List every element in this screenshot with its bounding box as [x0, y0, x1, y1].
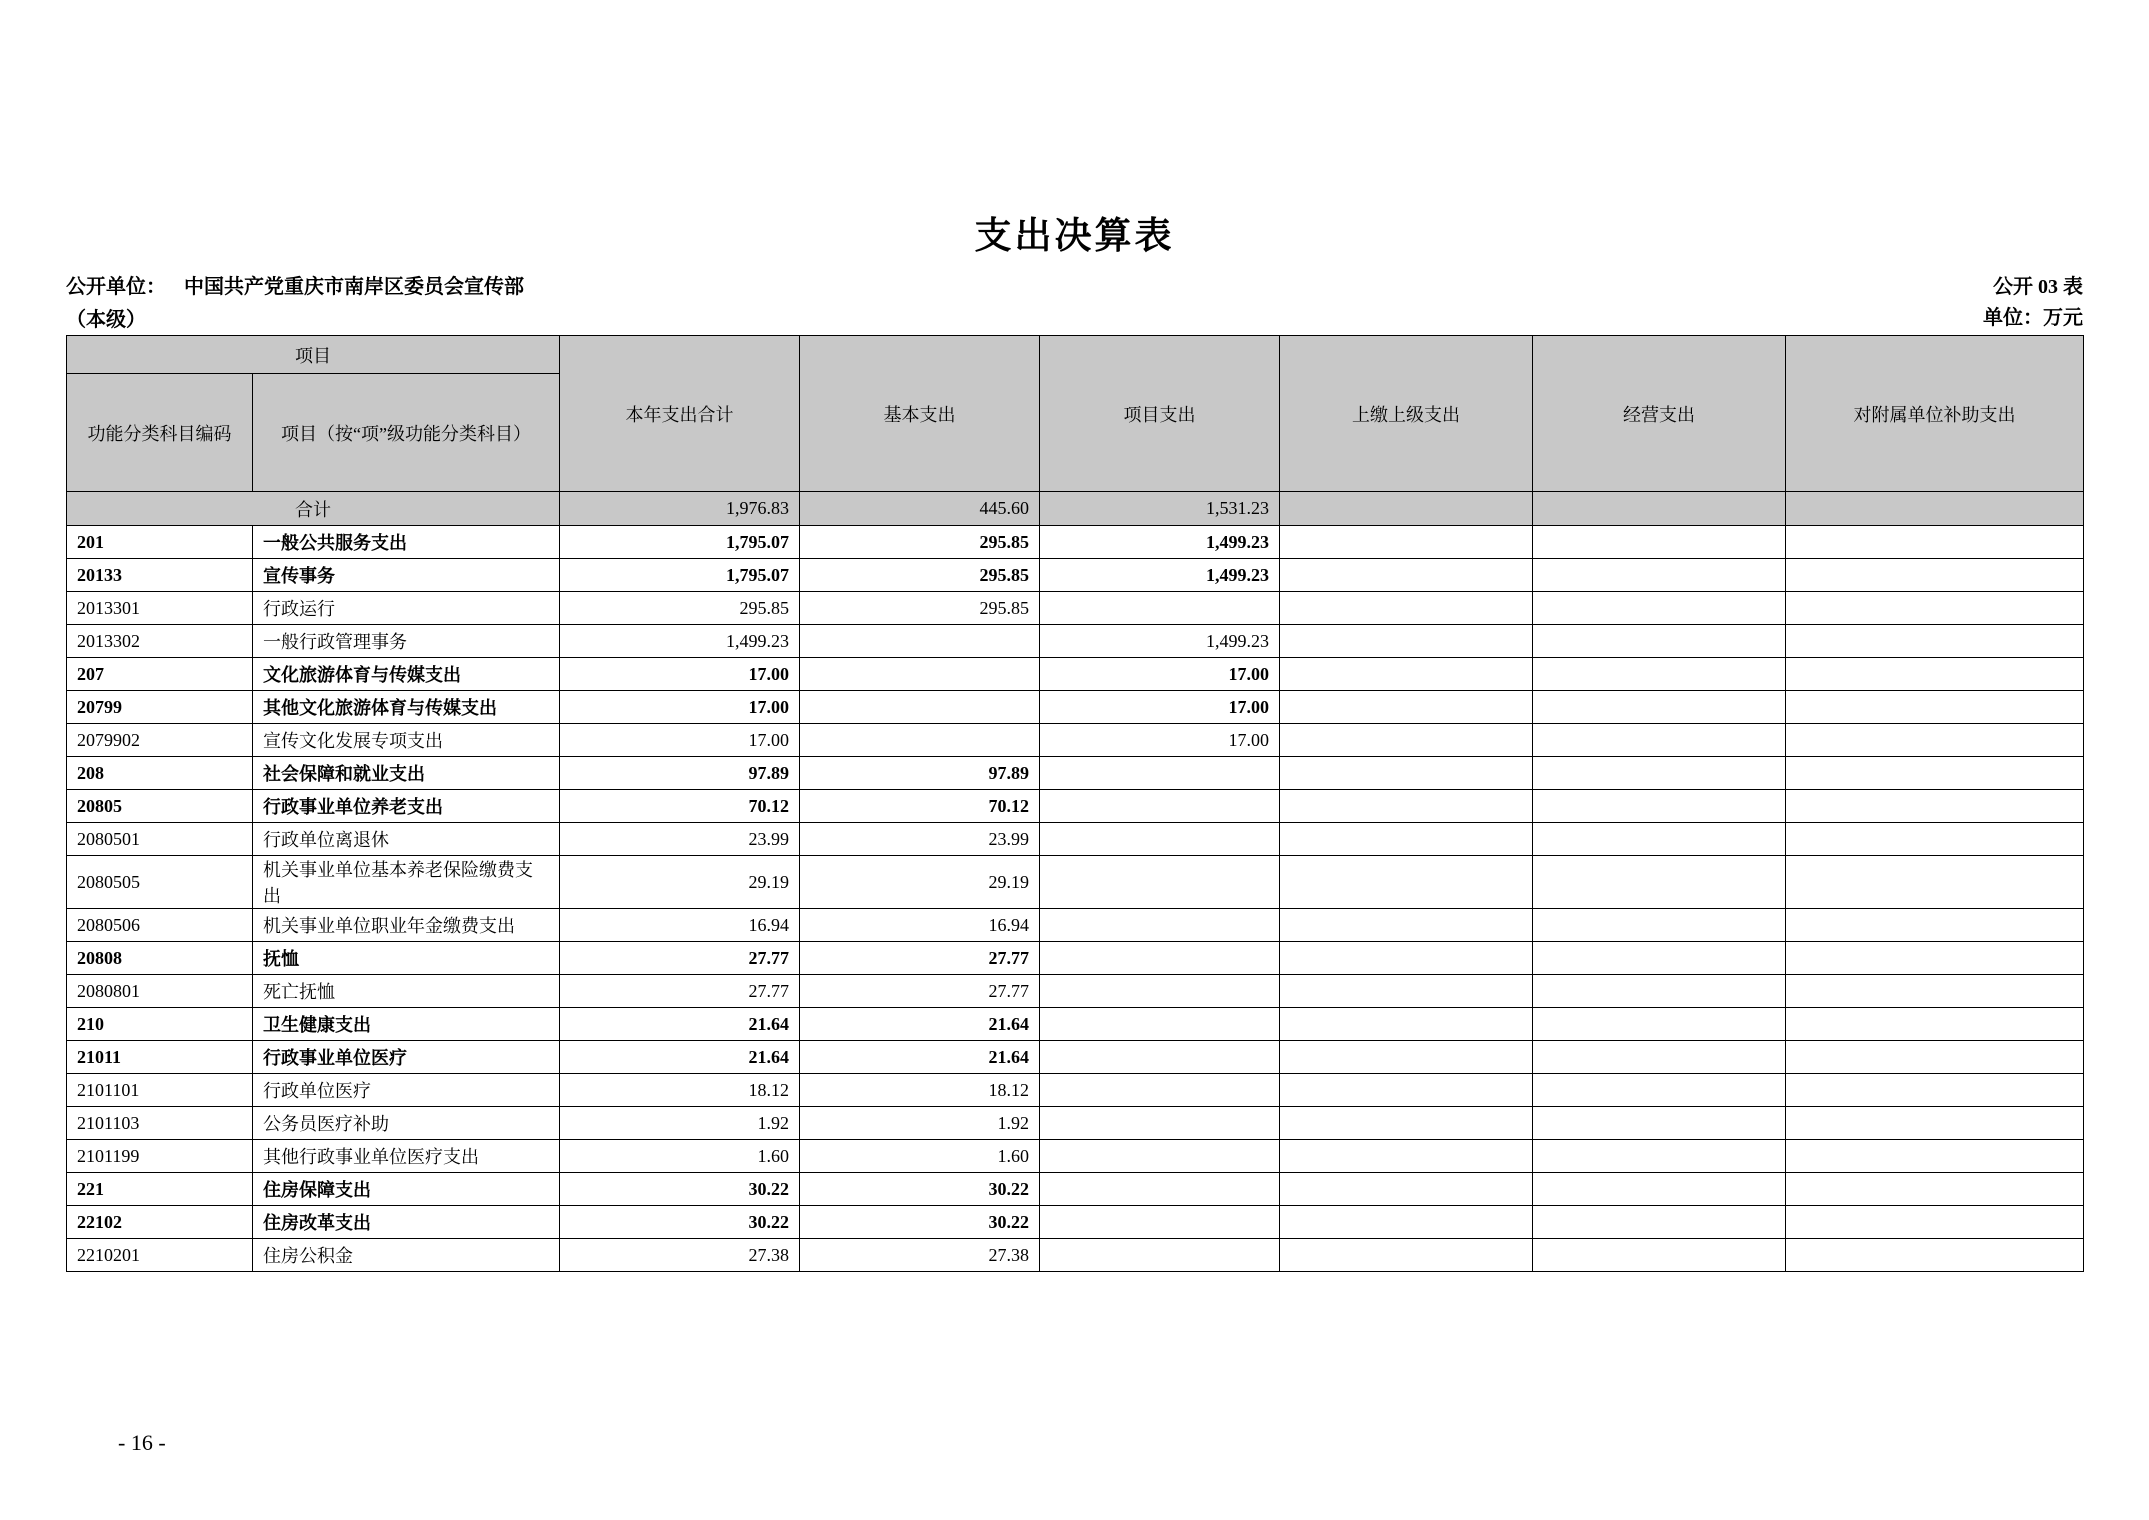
cell-value-4	[1533, 757, 1786, 790]
cell-value-5	[1786, 909, 2084, 942]
cell-value-1	[800, 658, 1040, 691]
publishing-unit-label: 公开单位：	[66, 276, 166, 298]
cell-value-4	[1533, 1140, 1786, 1173]
table-row	[67, 823, 2084, 856]
cell-value-5	[1786, 1239, 2084, 1272]
cell-value-3	[1280, 658, 1533, 691]
table-row	[67, 592, 2084, 625]
cell-value-2	[1040, 975, 1280, 1008]
table-row	[67, 1173, 2084, 1206]
cell-value-4	[1533, 1074, 1786, 1107]
cell-value-2: 17.00	[1040, 691, 1280, 724]
publishing-unit-value: 中国共产党重庆市南岸区委员会宣传部	[184, 276, 524, 298]
cell-value-3	[1280, 1239, 1533, 1272]
cell-value-0: 29.19	[560, 856, 800, 909]
cell-value-0: 70.12	[560, 790, 800, 823]
cell-name: 宣传文化发展专项支出	[253, 724, 560, 757]
cell-value-5	[1786, 942, 2084, 975]
cell-value-3	[1280, 1173, 1533, 1206]
cell-name: 宣传事务	[253, 559, 560, 592]
table-body	[67, 492, 2084, 1272]
cell-value-4	[1533, 625, 1786, 658]
cell-value-3	[1280, 823, 1533, 856]
cell-name: 行政单位医疗	[253, 1074, 560, 1107]
cell-value-4	[1533, 1008, 1786, 1041]
cell-value-2	[1040, 909, 1280, 942]
cell-code: 2210201	[67, 1239, 253, 1272]
cell-code: 207	[67, 658, 253, 691]
publishing-unit	[66, 272, 524, 303]
cell-value-4	[1533, 658, 1786, 691]
cell-value-1: 70.12	[800, 790, 1040, 823]
cell-code: 20808	[67, 942, 253, 975]
table-row	[67, 724, 2084, 757]
cell-value-1	[800, 625, 1040, 658]
page-number: - 16 -	[118, 1430, 166, 1455]
cell-value-4	[1533, 790, 1786, 823]
cell-name: 一般公共服务支出	[253, 526, 560, 559]
page-title: 支出决算表	[974, 216, 1175, 257]
cell-value-2	[1040, 942, 1280, 975]
document-meta	[1983, 272, 2083, 334]
total-value-5	[1786, 492, 2084, 526]
table-row	[67, 790, 2084, 823]
table-head	[67, 336, 2084, 492]
total-value-2: 1,531.23	[1040, 492, 1280, 526]
cell-value-0: 27.38	[560, 1239, 800, 1272]
cell-value-3	[1280, 691, 1533, 724]
cell-value-0: 97.89	[560, 757, 800, 790]
cell-name: 抚恤	[253, 942, 560, 975]
table-head-row-group	[67, 336, 2084, 374]
cell-value-5	[1786, 757, 2084, 790]
cell-value-4	[1533, 526, 1786, 559]
cell-value-4	[1533, 559, 1786, 592]
cell-code: 2079902	[67, 724, 253, 757]
cell-value-2: 1,499.23	[1040, 625, 1280, 658]
cell-value-3	[1280, 526, 1533, 559]
cell-code: 2013301	[67, 592, 253, 625]
total-label: 合计	[67, 492, 560, 526]
cell-value-1: 29.19	[800, 856, 1040, 909]
cell-value-2: 1,499.23	[1040, 559, 1280, 592]
cell-value-1: 21.64	[800, 1041, 1040, 1074]
cell-value-0: 16.94	[560, 909, 800, 942]
cell-value-4	[1533, 691, 1786, 724]
cell-value-0: 1,795.07	[560, 526, 800, 559]
form-number: 公开 03 表	[1993, 276, 2083, 298]
cell-code: 22102	[67, 1206, 253, 1239]
cell-code: 221	[67, 1173, 253, 1206]
cell-value-4	[1533, 1173, 1786, 1206]
column-header-4: 经营支出	[1533, 336, 1786, 492]
cell-value-1: 23.99	[800, 823, 1040, 856]
cell-value-3	[1280, 1107, 1533, 1140]
cell-value-1: 97.89	[800, 757, 1040, 790]
cell-code: 201	[67, 526, 253, 559]
cell-value-2	[1040, 1074, 1280, 1107]
cell-value-4	[1533, 1239, 1786, 1272]
cell-value-1: 295.85	[800, 559, 1040, 592]
cell-name: 行政运行	[253, 592, 560, 625]
cell-name: 卫生健康支出	[253, 1008, 560, 1041]
cell-value-0: 27.77	[560, 975, 800, 1008]
cell-name: 住房改革支出	[253, 1206, 560, 1239]
cell-value-1: 295.85	[800, 526, 1040, 559]
cell-value-5	[1786, 1041, 2084, 1074]
table-row-total	[67, 492, 2084, 526]
cell-value-1: 30.22	[800, 1173, 1040, 1206]
cell-value-4	[1533, 724, 1786, 757]
cell-code: 210	[67, 1008, 253, 1041]
table-row	[67, 1041, 2084, 1074]
cell-value-0: 1,499.23	[560, 625, 800, 658]
total-value-3	[1280, 492, 1533, 526]
cell-value-1: 18.12	[800, 1074, 1040, 1107]
table-row	[67, 559, 2084, 592]
cell-name: 机关事业单位职业年金缴费支出	[253, 909, 560, 942]
cell-value-2	[1040, 1173, 1280, 1206]
cell-code: 21011	[67, 1041, 253, 1074]
cell-value-5	[1786, 724, 2084, 757]
column-header-0: 本年支出合计	[560, 336, 800, 492]
column-header-1: 基本支出	[800, 336, 1040, 492]
cell-value-3	[1280, 856, 1533, 909]
column-header-5: 对附属单位补助支出	[1786, 336, 2084, 492]
cell-value-2: 17.00	[1040, 658, 1280, 691]
cell-code: 2080501	[67, 823, 253, 856]
table-row	[67, 625, 2084, 658]
cell-name: 其他文化旅游体育与传媒支出	[253, 691, 560, 724]
cell-value-3	[1280, 559, 1533, 592]
cell-value-3	[1280, 942, 1533, 975]
table-row	[67, 757, 2084, 790]
cell-value-3	[1280, 1206, 1533, 1239]
cell-value-1: 1.60	[800, 1140, 1040, 1173]
amount-unit: 单位：万元	[1983, 307, 2083, 329]
cell-value-5	[1786, 1008, 2084, 1041]
column-header-2: 项目支出	[1040, 336, 1280, 492]
cell-value-5	[1786, 625, 2084, 658]
column-header-3: 上缴上级支出	[1280, 336, 1533, 492]
column-header-code: 功能分类科目编码	[67, 374, 253, 492]
cell-value-0: 27.77	[560, 942, 800, 975]
cell-code: 2101103	[67, 1107, 253, 1140]
cell-value-1: 21.64	[800, 1008, 1040, 1041]
cell-value-2	[1040, 1008, 1280, 1041]
cell-value-0: 17.00	[560, 691, 800, 724]
cell-value-5	[1786, 1140, 2084, 1173]
cell-value-1: 27.77	[800, 942, 1040, 975]
table-row	[67, 658, 2084, 691]
cell-value-3	[1280, 1074, 1533, 1107]
cell-value-2	[1040, 856, 1280, 909]
cell-code: 20799	[67, 691, 253, 724]
cell-value-0: 1,795.07	[560, 559, 800, 592]
table-row	[67, 909, 2084, 942]
cell-value-2	[1040, 1107, 1280, 1140]
cell-name: 行政单位离退休	[253, 823, 560, 856]
cell-value-1: 27.77	[800, 975, 1040, 1008]
table-row	[67, 1206, 2084, 1239]
cell-code: 2013302	[67, 625, 253, 658]
cell-name: 住房保障支出	[253, 1173, 560, 1206]
cell-value-1: 1.92	[800, 1107, 1040, 1140]
cell-value-4	[1533, 942, 1786, 975]
cell-value-4	[1533, 1041, 1786, 1074]
cell-value-2	[1040, 592, 1280, 625]
cell-value-0: 30.22	[560, 1206, 800, 1239]
cell-value-5	[1786, 559, 2084, 592]
cell-code: 20133	[67, 559, 253, 592]
cell-value-3	[1280, 975, 1533, 1008]
cell-code: 2080505	[67, 856, 253, 909]
cell-code: 208	[67, 757, 253, 790]
publishing-unit-sub: （本级）	[66, 309, 146, 331]
cell-name: 公务员医疗补助	[253, 1107, 560, 1140]
cell-value-5	[1786, 691, 2084, 724]
cell-value-0: 17.00	[560, 724, 800, 757]
group-header-project: 项目	[67, 336, 560, 374]
cell-value-0: 21.64	[560, 1008, 800, 1041]
cell-value-3	[1280, 757, 1533, 790]
cell-code: 2080801	[67, 975, 253, 1008]
table-row	[67, 975, 2084, 1008]
column-header-name: 项目（按“项”级功能分类科目）	[253, 374, 560, 492]
cell-value-4	[1533, 823, 1786, 856]
cell-value-0: 30.22	[560, 1173, 800, 1206]
cell-value-5	[1786, 823, 2084, 856]
cell-value-0: 1.60	[560, 1140, 800, 1173]
cell-value-5	[1786, 975, 2084, 1008]
cell-value-0: 17.00	[560, 658, 800, 691]
table-row	[67, 1140, 2084, 1173]
table-row	[67, 1239, 2084, 1272]
cell-value-3	[1280, 790, 1533, 823]
cell-value-5	[1786, 592, 2084, 625]
cell-value-4	[1533, 592, 1786, 625]
cell-value-3	[1280, 1008, 1533, 1041]
cell-name: 一般行政管理事务	[253, 625, 560, 658]
cell-name: 行政事业单位医疗	[253, 1041, 560, 1074]
cell-value-2	[1040, 1206, 1280, 1239]
cell-name: 住房公积金	[253, 1239, 560, 1272]
cell-value-3	[1280, 909, 1533, 942]
cell-value-5	[1786, 658, 2084, 691]
cell-value-2	[1040, 790, 1280, 823]
table-row	[67, 691, 2084, 724]
total-value-1: 445.60	[800, 492, 1040, 526]
cell-value-0: 295.85	[560, 592, 800, 625]
table-row	[67, 1074, 2084, 1107]
total-value-0: 1,976.83	[560, 492, 800, 526]
cell-value-3	[1280, 1041, 1533, 1074]
cell-value-0: 21.64	[560, 1041, 800, 1074]
cell-name: 行政事业单位养老支出	[253, 790, 560, 823]
cell-value-5	[1786, 1074, 2084, 1107]
cell-code: 2101101	[67, 1074, 253, 1107]
cell-value-3	[1280, 724, 1533, 757]
cell-value-4	[1533, 856, 1786, 909]
cell-value-2: 1,499.23	[1040, 526, 1280, 559]
cell-code: 20805	[67, 790, 253, 823]
cell-value-0: 1.92	[560, 1107, 800, 1140]
cell-value-5	[1786, 1107, 2084, 1140]
cell-name: 其他行政事业单位医疗支出	[253, 1140, 560, 1173]
cell-value-2	[1040, 1239, 1280, 1272]
table-row	[67, 1107, 2084, 1140]
cell-value-2	[1040, 1140, 1280, 1173]
cell-value-2: 17.00	[1040, 724, 1280, 757]
cell-value-5	[1786, 1206, 2084, 1239]
cell-value-1: 30.22	[800, 1206, 1040, 1239]
cell-name: 机关事业单位基本养老保险缴费支出	[253, 856, 560, 909]
cell-value-5	[1786, 1173, 2084, 1206]
cell-name: 文化旅游体育与传媒支出	[253, 658, 560, 691]
table-row	[67, 942, 2084, 975]
cell-value-2	[1040, 757, 1280, 790]
cell-value-5	[1786, 526, 2084, 559]
cell-value-1: 27.38	[800, 1239, 1040, 1272]
cell-value-3	[1280, 592, 1533, 625]
cell-value-4	[1533, 975, 1786, 1008]
cell-value-3	[1280, 1140, 1533, 1173]
cell-value-5	[1786, 856, 2084, 909]
expenditure-table	[66, 335, 2084, 1272]
table-row	[67, 856, 2084, 909]
table-row	[67, 1008, 2084, 1041]
cell-value-2	[1040, 823, 1280, 856]
cell-value-0: 23.99	[560, 823, 800, 856]
cell-code: 2080506	[67, 909, 253, 942]
cell-value-4	[1533, 1107, 1786, 1140]
cell-value-1	[800, 724, 1040, 757]
table-row	[67, 526, 2084, 559]
cell-value-4	[1533, 1206, 1786, 1239]
cell-name: 社会保障和就业支出	[253, 757, 560, 790]
cell-value-2	[1040, 1041, 1280, 1074]
cell-value-4	[1533, 909, 1786, 942]
total-value-4	[1533, 492, 1786, 526]
cell-code: 2101199	[67, 1140, 253, 1173]
cell-value-0: 18.12	[560, 1074, 800, 1107]
cell-value-5	[1786, 790, 2084, 823]
cell-name: 死亡抚恤	[253, 975, 560, 1008]
cell-value-1: 295.85	[800, 592, 1040, 625]
cell-value-1	[800, 691, 1040, 724]
cell-value-3	[1280, 625, 1533, 658]
cell-value-1: 16.94	[800, 909, 1040, 942]
